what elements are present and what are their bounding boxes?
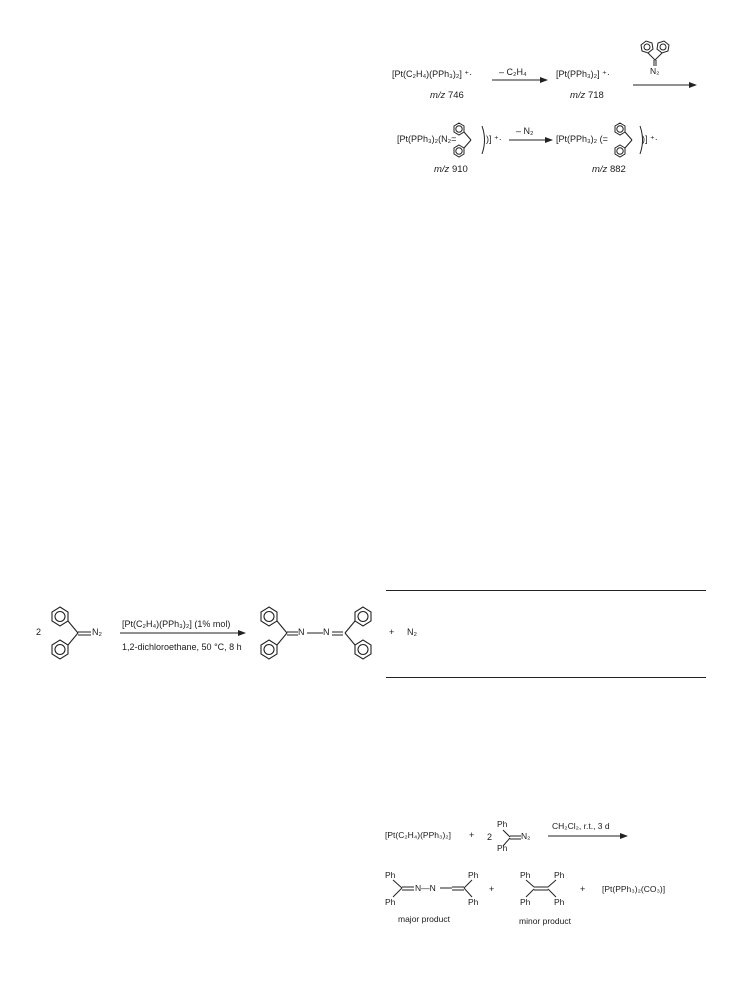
conditions-label: 1,2-dichloroethane, 50 °C, 8 h (122, 642, 242, 652)
diazo-ph-bottom: Ph (497, 843, 508, 853)
reactant-mz: m/z 746 (430, 90, 464, 101)
major-ph-bottom-right: Ph (468, 897, 479, 907)
adduct-suffix: )] ⁺· (486, 134, 502, 144)
azine-n-left: N (298, 627, 305, 637)
intermediate-mz: m/z 718 (570, 90, 604, 101)
reactant-complex: [Pt(C₂H₄)(PPh₃)₂] ⁺· (392, 69, 473, 79)
scheme-divider-top (386, 590, 706, 591)
azine-left-fluorenyl-structure (261, 607, 287, 659)
carbene-prefix: [Pt(PPh₃)₂ (= (556, 134, 608, 144)
byproduct-n2: N₂ (407, 627, 417, 637)
diazo-n2-label: N₂ (521, 831, 531, 841)
minor-product-caption: minor product (519, 916, 571, 926)
diazofluorene-structure (52, 607, 78, 659)
adduct-fluorenyl-structure (454, 123, 471, 157)
plus-sign: + (389, 627, 395, 637)
azine-n-right: N (323, 627, 330, 637)
carbene-fluorenyl-structure (615, 123, 632, 157)
adduct-mz: m/z 910 (434, 164, 468, 175)
diazo-ph-top: Ph (497, 819, 508, 829)
catalyst-label: [Pt(C₂H₄)(PPh₃)₂] (1% mol) (122, 619, 231, 629)
major-ph-top-left: Ph (385, 870, 396, 880)
carbene-mz: m/z 882 (592, 164, 626, 175)
plus-sign-2: + (489, 884, 495, 894)
platinum-reactant: [Pt(C₂H₄)(PPh₃)₂] (385, 830, 451, 840)
reaction-conditions: CH₂Cl₂, r.t., 3 d (552, 821, 610, 831)
major-azine-nn: N—N (415, 883, 436, 893)
diazo-coefficient: 2 (487, 832, 493, 842)
platinum-carbonate-product: [Pt(PPh₃)₂(CO₃)] (602, 884, 666, 894)
minor-ph-bottom-left: Ph (520, 897, 531, 907)
plus-sign-1: + (469, 830, 475, 840)
minor-product-structure (526, 880, 556, 897)
plus-sign-3: + (580, 884, 586, 894)
carbene-suffix: )] ⁺· (642, 134, 658, 144)
reactant-coefficient: 2 (36, 627, 42, 637)
scheme-divider-bottom (386, 677, 706, 678)
minor-ph-top-left: Ph (520, 870, 531, 880)
minor-ph-bottom-right: Ph (554, 897, 565, 907)
major-ph-top-right: Ph (468, 870, 479, 880)
diazofluorene-reagent-structure (641, 41, 669, 66)
arrow-label-loss-ethylene: – C₂H₄ (499, 67, 527, 77)
adduct-prefix: [Pt(PPh₃)₂(N₂= (397, 134, 457, 144)
azine-right-fluorenyl-structure (345, 607, 371, 659)
minor-ph-top-right: Ph (554, 870, 565, 880)
diazo-n2-label: N₂ (650, 66, 660, 76)
major-product-caption: major product (398, 914, 450, 924)
major-ph-bottom-left: Ph (385, 897, 396, 907)
arrow-label-loss-n2: – N₂ (516, 126, 534, 136)
diazo-group-label: N₂ (92, 627, 102, 637)
intermediate-complex: [Pt(PPh₃)₂] ⁺· (556, 69, 610, 79)
azine-linker (287, 632, 343, 635)
